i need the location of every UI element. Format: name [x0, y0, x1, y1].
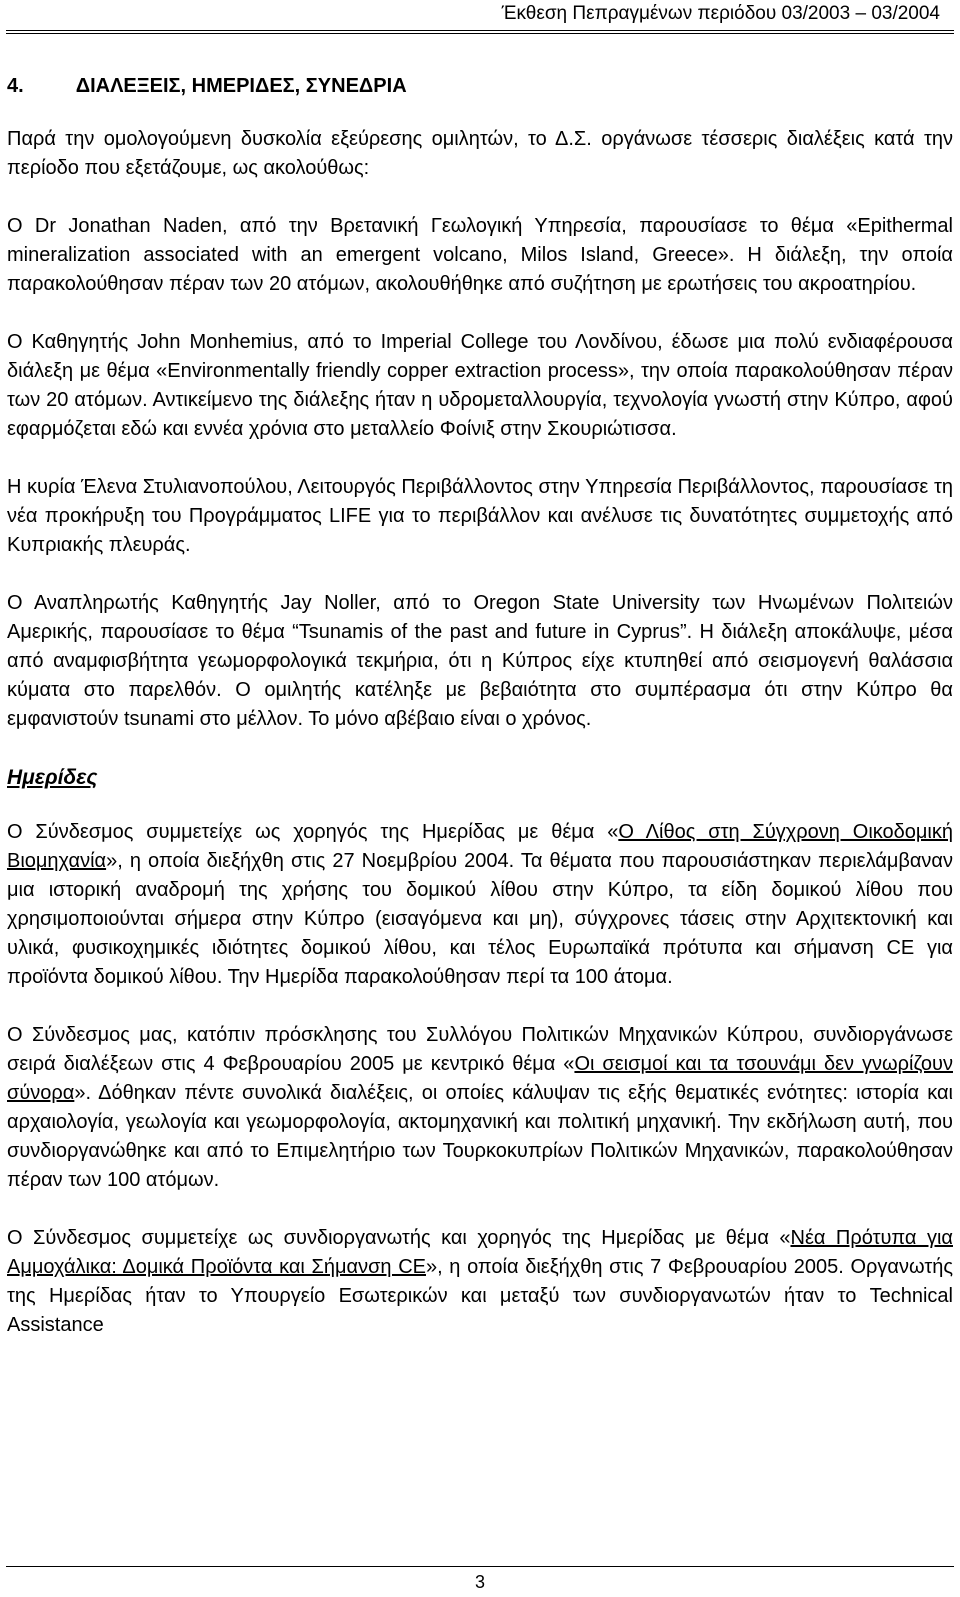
workshop-paragraph-aggregates [7, 1224, 953, 1340]
workshop-topic-aggregates: Νέα Πρότυπα για Αμμοχάλικα: Δομικά Προϊόντα και Σήμανση CE [7, 1227, 953, 1278]
section-title [7, 72, 953, 100]
lecture-paragraph-naden: Ο Dr Jonathan Naden, από την Βρετανική Γεωλογική Υπηρεσία, παρουσίασε το θέμα «Epithermal mineralization associated with an emergent volcano, Milos Island, Greece». Η διάλεξη, την οποία παρακολούθησαν πέραν των 20 ατόμων, ακολουθήθηκε από συζήτηση με ερωτήσεις του ακροατηρίου. [7, 215, 953, 295]
page-number: 3 [474, 1572, 485, 1592]
running-header: Έκθεση Πεπραγμένων περιόδου 03/2003 – 03/2004 [501, 3, 940, 24]
workshop-text: », η οποία διεξήχθη στις 27 Νοεμβρίου 2004. Τα θέματα που παρουσιάστηκαν περιελάμβαναν μια ιστορική αναδρομή της χρήσης του δομικού λίθου στην Κύπρο, τα είδη δομικού λίθου που χρησιμοποιούνται σήμερα στην Κύπρο (εισαγόμενα και μη), σύγχρονες τάσεις στην Αρχιτεκτονική και υλικά, φυσικοχημικές ιδιότητες δομικού λίθου, και τέλος Ευρωπαϊκά πρότυπα και σήμανση CE για προϊόντα δομικού λίθου. Την Ημερίδα παρακολούθησαν περί τα 100 άτομα. [7, 850, 953, 988]
section-number: 4. [7, 75, 24, 97]
section-title-text: ΔΙΑΛΕΞΕΙΣ, ΗΜΕΡΙΔΕΣ, ΣΥΝΕΔΡΙΑ [75, 75, 407, 97]
header-rule [6, 30, 954, 34]
intro-paragraph: Παρά την ομολογούμενη δυσκολία εξεύρεσης ομιλητών, το Δ.Σ. οργάνωσε τέσσερις διαλέξεις κατά την περίοδο που εξετάζουμε, ως ακολούθως: [7, 128, 953, 179]
lecture-paragraph-noller: Ο Αναπληρωτής Καθηγητής Jay Noller, από το Oregon State University των Ηνωμένων Πολιτειών Αμερικής, παρουσίασε το θέμα “Tsunamis of the past and future in Cyprus”. Η διάλεξη αποκάλυψε, μέσα από αναμφισβήτητα γεωμορφολογικά τεκμήρια, ότι η Κύπρος είχε κτυπηθεί από σεισμογενή θαλάσσια κύματα στο παρελθόν. Ο ομιλητής κατέληξε με βεβαιότητα στο συμπέρασμα ότι στην Κύπρο θα εμφανιστούν tsunami στο μέλλον. Το μόνο αβέβαιο είναι ο χρόνος. [7, 592, 953, 730]
lecture-paragraph-stylianopoulou: Η κυρία Έλενα Στυλιανοπούλου, Λειτουργός Περιβάλλοντος στην Υπηρεσία Περιβάλλοντος, παρουσίασε τη νέα προκήρυξη του Προγράμματος LIFE για το περιβάλλον και ανέλυσε τις δυνατότητες συμμετοχής από Κυπριακής πλευράς. [7, 476, 953, 556]
document-body [7, 72, 953, 1369]
workshop-paragraph-earthquakes [7, 1021, 953, 1195]
workshop-topic-stone: Ο Λίθος στη Σύγχρονη Οικοδομική Βιομηχανία [7, 821, 953, 872]
workshop-text: ». Δόθηκαν πέντε συνολικά διαλέξεις, οι οποίες κάλυψαν τις εξής θεματικές ενότητες: ιστορία και αρχαιολογία, γεωλογία και γεωμορφολογία, ακτομηχανική και πολιτική μηχανική. Την εκδήλωση αυτή, που συνδιοργανώθηκε και από το Επιμελητήριο των Τουρκοκυπρίων Πολιτικών Μηχανικών, παρακολούθησαν πέραν των 100 ατόμων. [7, 1082, 953, 1191]
workshop-topic-earthquakes: Οι σεισμοί και τα τσουνάμι δεν γνωρίζουν σύνορα [7, 1053, 953, 1104]
workshop-text: Ο Σύνδεσμος συμμετείχε ως συνδιοργανωτής και χορηγός της Ημερίδας με θέμα « [7, 1227, 791, 1249]
workshop-text: Ο Σύνδεσμος μας, κατόπιν πρόσκλησης του Συλλόγου Πολιτικών Μηχανικών Κύπρου, συνδιοργάνωσε σειρά διαλέξεων στις 4 Φεβρουαρίου 2005 με κεντρικό θέμα « [7, 1024, 953, 1075]
workshop-text: Ο Σύνδεσμος συμμετείχε ως χορηγός της Ημερίδας με θέμα « [7, 821, 619, 843]
workshop-paragraph-stone [7, 818, 953, 992]
workshop-text: », η οποία διεξήχθη στις 7 Φεβρουαρίου 2005. Οργανωτής της Ημερίδας ήταν το Υπουργείο Εσωτερικών και μεταξύ των συνδιοργανωτών ήταν το Technical Assistance [7, 1256, 953, 1336]
lecture-paragraph-monhemius: Ο Καθηγητής John Monhemius, από το Imperial College του Λονδίνου, έδωσε μια πολύ ενδιαφέρουσα διάλεξη με θέμα «Environmentally friendly copper extraction process», την οποία παρακολούθησαν πέραν των 20 ατόμων. Αντικείμενο της διάλεξης ήταν η υδρομεταλλουργία, τεχνολογία γνωστή στην Κύπρο, αφού εφαρμόζεται εδώ και εννέα χρόνια στο μεταλλείο Φοίνιξ στην Σκουριώτισσα. [7, 331, 953, 440]
footer-rule [6, 1566, 954, 1567]
workshops-heading: Ημερίδες [7, 766, 98, 789]
